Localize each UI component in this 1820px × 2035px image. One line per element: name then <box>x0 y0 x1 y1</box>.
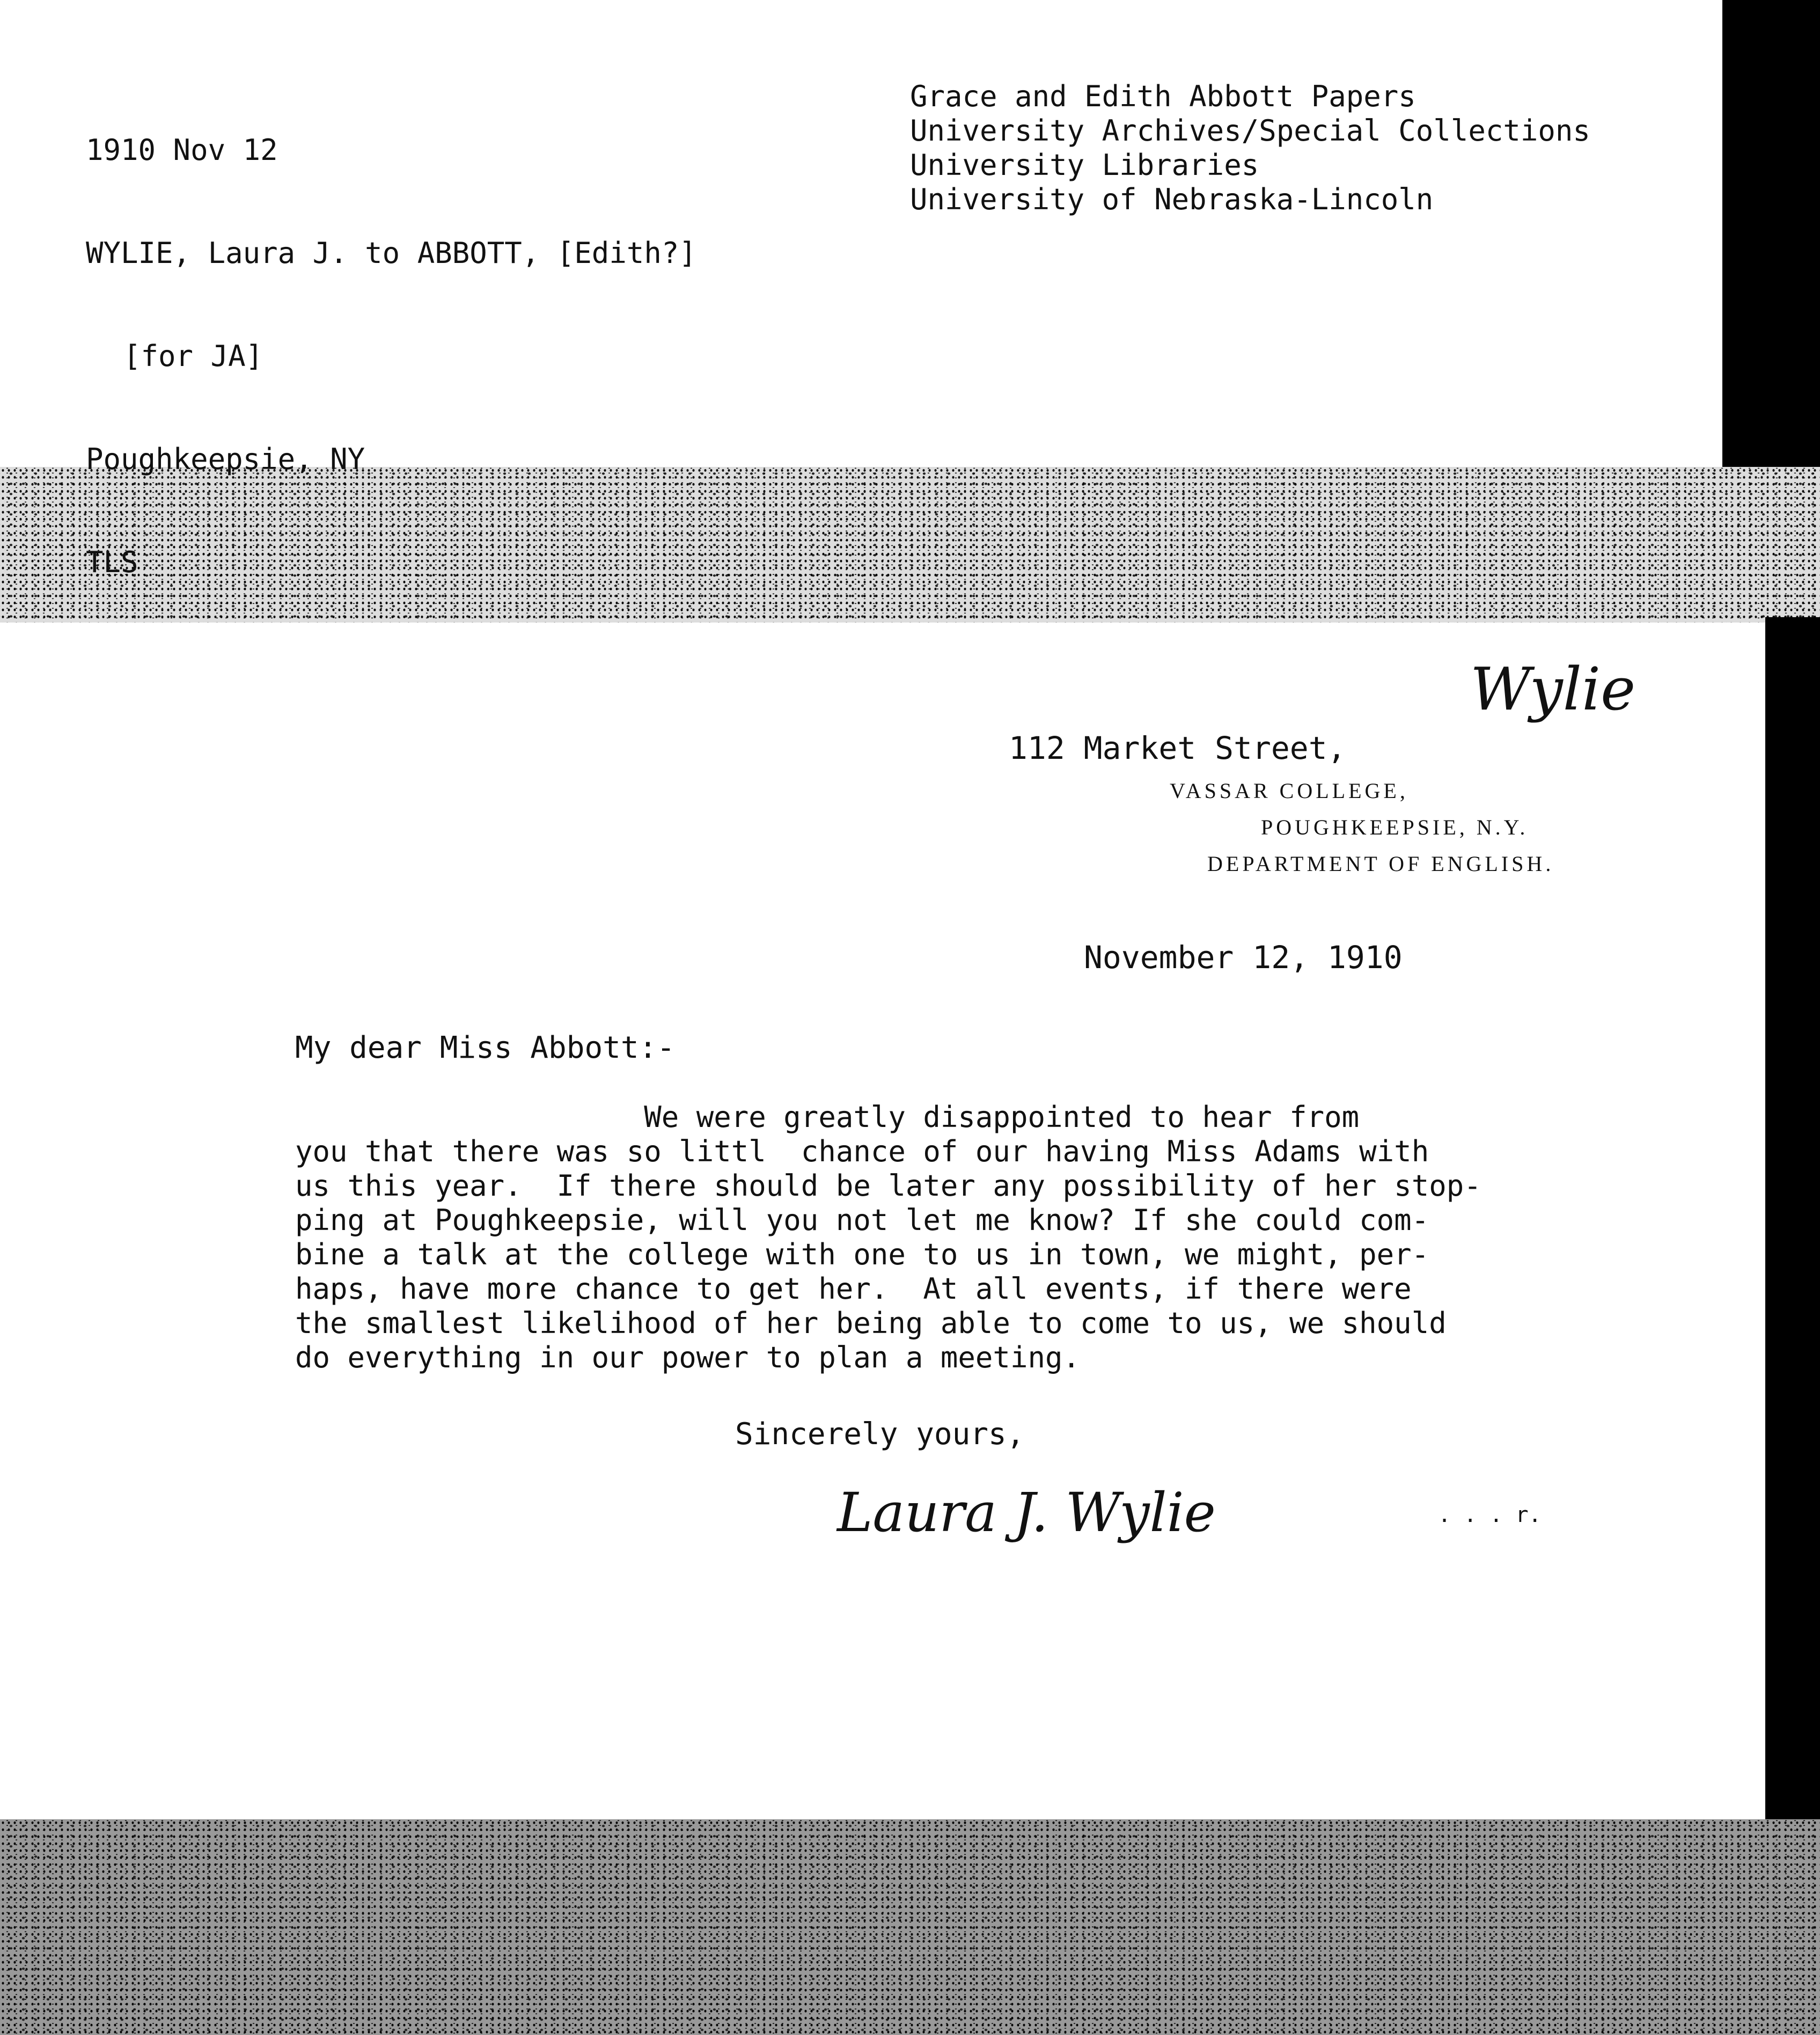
archival-cover-sheet <box>0 0 1722 579</box>
closing: Sincerely yours, <box>735 1417 1025 1452</box>
body-line: haps, have more chance to get her. At all events, if there were <box>295 1272 1412 1306</box>
letter-body <box>295 1100 1647 1375</box>
collection-name: Grace and Edith Abbott Papers <box>910 79 1416 113</box>
body-line: the smallest likelihood of her being able to come to us, we should <box>295 1306 1447 1340</box>
letter-date: November 12, 1910 <box>1084 939 1403 976</box>
letterhead-department: DEPARTMENT OF ENGLISH. <box>1207 852 1554 876</box>
body-line: We were greatly disappointed to hear from <box>295 1100 1360 1134</box>
handwritten-note: Wylie <box>1470 655 1636 723</box>
scan-noise-band-bottom <box>0 1819 1820 2035</box>
sender-street: 112 Market Street, <box>1009 730 1346 766</box>
body-line: bine a talk at the college with one to us in town, we might, per- <box>295 1238 1429 1271</box>
letterhead-city: POUGHKEEPSIE, N.Y. <box>1261 815 1529 839</box>
scan-edge-right-letter <box>1765 617 1820 1825</box>
scan-edge-right-top <box>1722 0 1820 483</box>
signature: Laura J. Wylie <box>837 1481 1216 1544</box>
body-line: do everything in our power to plan a meeting. <box>295 1341 1080 1374</box>
catalog-type: TLS <box>86 545 138 579</box>
letterhead-college: VASSAR COLLEGE, <box>1170 779 1408 803</box>
letter-sheet <box>0 623 1765 1819</box>
collection-libraries: University Libraries <box>910 148 1259 182</box>
collection-info <box>910 79 1590 217</box>
collection-department: University Archives/Special Collections <box>910 114 1590 148</box>
body-line: ping at Poughkeepsie, will you not let me know? If she could com- <box>295 1203 1429 1237</box>
catalog-correspondents: WYLIE, Laura J. to ABBOTT, [Edith?] <box>86 236 696 270</box>
body-line: you that there was so littl chance of our having Miss Adams with <box>295 1134 1429 1168</box>
catalog-date: 1910 Nov 12 <box>86 133 278 167</box>
body-line: us this year. If there should be later any possibility of her stop- <box>295 1169 1481 1203</box>
catalog-entry <box>86 64 696 648</box>
salutation: My dear Miss Abbott:- <box>295 1030 676 1065</box>
typist-initials: . . . r. <box>1438 1503 1542 1527</box>
catalog-note: [for JA] <box>123 339 263 373</box>
catalog-place: Poughkeepsie, NY <box>86 442 365 476</box>
collection-university: University of Nebraska-Lincoln <box>910 182 1434 216</box>
